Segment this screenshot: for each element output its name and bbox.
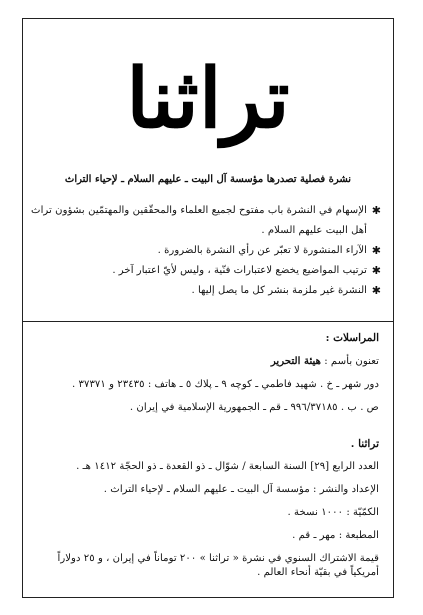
issue-heading: تراثنا . xyxy=(350,438,379,450)
asterisk-icon: ✱ xyxy=(371,284,381,297)
note-text: النشرة غير ملزمة بنشر كل ما يصل إليها . xyxy=(191,285,367,296)
note-text: ترتيب المواضيع يخضع لاعتبارات فنّية ، وليس لأيّ اعتبار آخر . xyxy=(112,265,367,276)
note-item xyxy=(31,281,381,301)
note-item xyxy=(31,201,381,241)
address-name: هيئة التحرير xyxy=(270,355,322,367)
asterisk-icon: ✱ xyxy=(371,244,381,257)
print-quantity: الكمّيّة : ١٠٠٠ نسخة . xyxy=(287,507,379,518)
asterisk-icon: ✱ xyxy=(371,204,381,217)
asterisk-icon: ✱ xyxy=(371,264,381,277)
address-to xyxy=(33,354,379,369)
notes-list xyxy=(31,201,381,301)
note-item xyxy=(31,261,381,281)
po-box: ص . ب . ٩٩٦/٣٧١٨٥ ـ قم ـ الجمهورية الإسلامية في إيران . xyxy=(129,402,379,413)
issue-info-section xyxy=(33,437,379,580)
subscription-price: قيمة الاشتراك السنوي في نشرة « تراثنا » ٢٠٠ توماناً في إيران ، و ٢٥ دولاراً أمريكياً في بقيّة أنحاء العالم . xyxy=(57,553,379,578)
correspondence-heading: المراسلات : xyxy=(325,332,379,344)
correspondence-section xyxy=(33,331,379,415)
page-frame xyxy=(22,18,394,598)
press: المطبعة : مهر ـ قم . xyxy=(292,530,379,541)
publisher: الإعداد والنشر : مؤسسة آل البيت ـ عليهم السلام ـ لإحياء التراث . xyxy=(103,484,379,495)
issue-number: العدد الرابع [٢٩] السنة السابعة / شوّال ـ ذو القعدة ـ ذو الحجّة ١٤١٢ هـ . xyxy=(76,461,379,472)
street-address: دور شهر ـ خ . شهيد فاطمي ـ كوچه ٩ ـ پلاك ٥ ـ هاتف : ٢٣٤٣٥ و ٣٧٣٧١ . xyxy=(72,379,379,390)
address-prefix: تعنون بأسم : xyxy=(324,356,379,367)
section-divider xyxy=(23,321,393,322)
note-item xyxy=(31,241,381,261)
masthead-subtitle: نشرة فصلية تصدرها مؤسسة آل البيت ـ عليهم السلام ـ لإحياء التراث xyxy=(64,174,352,185)
masthead-logo: تراثنا xyxy=(126,51,290,147)
note-text: الإسهام في النشرة باب مفتوح لجميع العلماء والمحقّقين والمهتمّين بشؤون تراث أهل البيت عليهم السلام . xyxy=(31,205,367,236)
note-text: الآراء المنشورة لا تعبّر عن رأي النشرة بالضرورة . xyxy=(157,245,367,256)
